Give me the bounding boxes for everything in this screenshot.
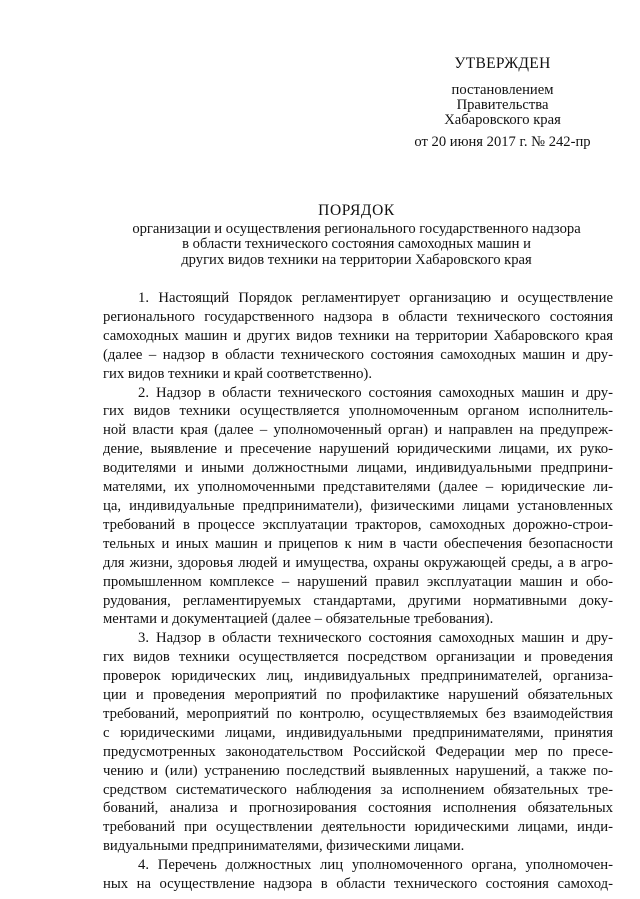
subtitle-line: организации и осуществления регионального государственного надзора: [132, 221, 581, 237]
paragraph-line: рудования, регламентируемых стандартами, другими нормативными доку-: [103, 592, 613, 609]
approval-line: Хабаровского края: [444, 112, 561, 128]
paragraph-line: требований в процессе эксплуатации тракторов, самоходных дорожно-строи-: [103, 516, 613, 533]
paragraph-line: (далее – надзор в области технического состояния самоходных машин и дру-: [103, 346, 613, 363]
approval-line: постановлением: [451, 82, 554, 98]
paragraph-line: 4. Перечень должностных лиц уполномоченного органа, уполномочен-: [138, 857, 613, 874]
paragraph-line: проверок юридических лиц, индивидуальных предпринимателей, организа-: [103, 668, 613, 685]
paragraph-line: ной власти края (далее – уполномоченный орган) и направлен на предупреж-: [103, 422, 613, 439]
paragraph-line: гих видов техники осуществляется уполномоченным органом исполнитель-: [103, 403, 613, 420]
paragraph-line: 3. Надзор в области технического состояния самоходных машин и дру-: [138, 630, 613, 647]
paragraph-line: мателями, их уполномоченными представителями (далее – юридические ли-: [103, 479, 613, 496]
document-subtitle: [100, 222, 613, 268]
paragraph-line: видуальными предпринимателями, физическими лицами.: [103, 838, 465, 855]
paragraph-line: дение, выявление и пресечение нарушений юридическими лицами, их руко-: [103, 441, 613, 458]
paragraph-line: чению и (или) устранению последствий выявленных нарушений, а также по-: [103, 762, 613, 779]
paragraph-line: водителями и иными должностными лицами, индивидуальными предприни-: [103, 460, 613, 477]
paragraph-line: для жизни, здоровья людей и имущества, охраны окружающей среды, а в агро-: [103, 554, 613, 571]
paragraph-line: средством систематического наблюдения за исполнением обязательных тре-: [103, 781, 613, 798]
paragraph-line: ца, индивидуальные предприниматели), физическими лицами установленных: [103, 497, 613, 514]
paragraph-line: гих видов техники осуществляется посредством организации и проведения: [103, 649, 613, 666]
paragraph-line: бований, анализа и прогнозирования состояния исполнения обязательных: [103, 800, 613, 817]
approval-line: Правительства: [456, 97, 549, 113]
paragraph-line: 1. Настоящий Порядок регламентирует организацию и осуществление: [138, 290, 613, 306]
paragraph-line: ментами и документацией (далее – обязательные требования).: [103, 611, 494, 628]
approval-stamp: [400, 56, 605, 150]
document-title: ПОРЯДОК: [318, 202, 395, 219]
paragraph-line: самоходных машин и других видов техники на территории Хабаровского края: [103, 327, 613, 344]
paragraph-2: [103, 384, 613, 630]
paragraph-1: [103, 289, 613, 384]
paragraph-line: ных на осуществление надзора в области технического состояния самоход-: [103, 876, 613, 893]
paragraph-line: гих видов техники и край соответственно).: [103, 365, 372, 382]
subtitle-line: в области технического состояния самоходных машин и: [182, 236, 531, 253]
subtitle-line: других видов техники на территории Хабаровского края: [181, 251, 532, 268]
paragraph-line: регионального государственного надзора в области технического состояния: [103, 308, 613, 325]
paragraph-line: требований, мероприятий по контролю, осуществляемых без взаимодействия: [103, 705, 613, 722]
paragraph-line: требований при осуществлении деятельности юридическими лицами, инди-: [103, 819, 613, 836]
paragraph-3: [103, 629, 613, 856]
approval-heading: УТВЕРЖДЕН: [454, 55, 551, 72]
paragraph-line: промышленном комплексе – нарушений правил эксплуатации машин и обо-: [103, 573, 613, 590]
paragraph-line: ции и проведения мероприятий по профилактике нарушений обязательных: [103, 687, 613, 704]
paragraph-line: предусмотренных законодательством Российской Федерации мер по пресе-: [103, 743, 613, 760]
document-body: [103, 289, 613, 894]
paragraph-line: тельных и иных машин и прицепов к ним в части обеспечения безопасности: [103, 535, 613, 552]
paragraph-line: 2. Надзор в области технического состояния самоходных машин и дру-: [138, 384, 613, 401]
paragraph-4: [103, 856, 613, 894]
paragraph-line: с юридическими лицами, индивидуальными предпринимателями, принятия: [103, 724, 613, 741]
approval-date: от 20 июня 2017 г. № 242-пр: [414, 134, 591, 150]
